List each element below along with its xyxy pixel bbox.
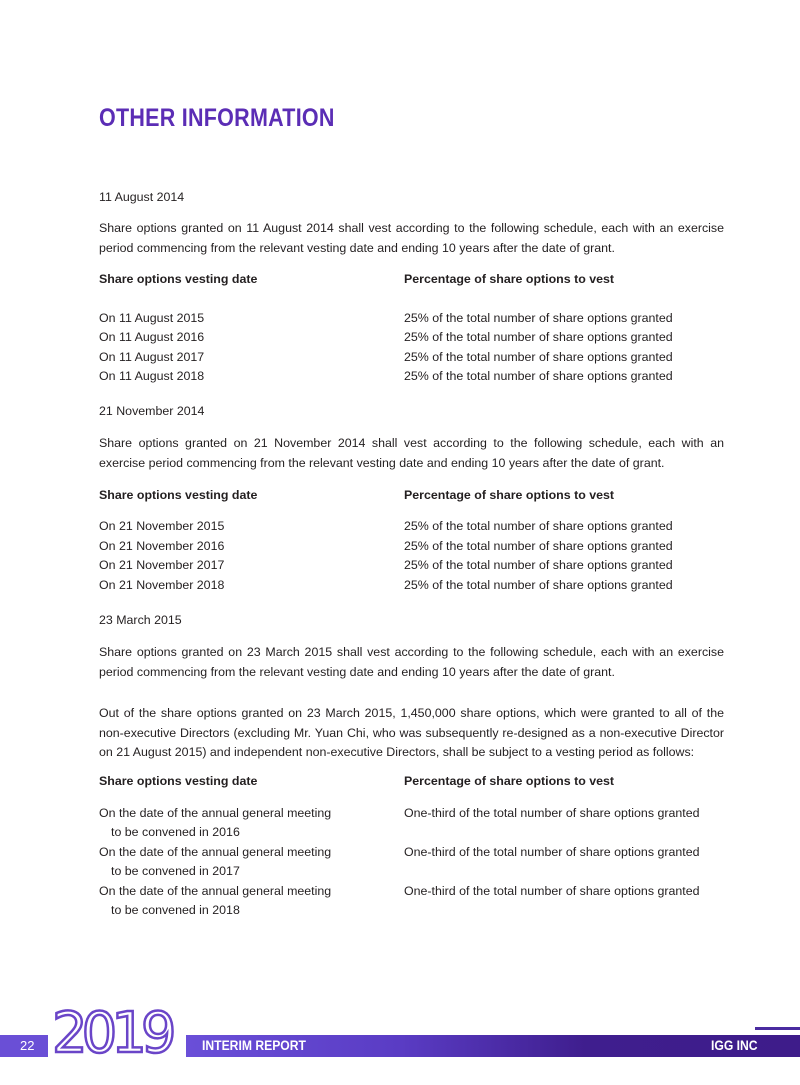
footer-accent-line bbox=[755, 1027, 800, 1030]
column-header-date: Share options vesting date bbox=[99, 488, 258, 502]
table-row-pct: 25% of the total number of share options granted bbox=[404, 311, 673, 325]
table-row-date: On 21 November 2017 bbox=[99, 558, 225, 572]
table-row-pct: One-third of the total number of share options granted bbox=[404, 806, 700, 820]
table-row-date: On 21 November 2018 bbox=[99, 578, 225, 592]
section-heading: 23 March 2015 bbox=[99, 613, 182, 627]
table-row-pct: 25% of the total number of share options granted bbox=[404, 330, 673, 344]
table-row-date: On the date of the annual general meeting bbox=[99, 884, 332, 898]
column-header-percentage: Percentage of share options to vest bbox=[404, 774, 615, 788]
table-row-pct: 25% of the total number of share options granted bbox=[404, 350, 673, 364]
table-row-date: On 21 November 2016 bbox=[99, 539, 225, 553]
page-number: 22 bbox=[20, 1038, 35, 1053]
table-row-pct: 25% of the total number of share options granted bbox=[404, 558, 673, 572]
table-row-date-cont: to be convened in 2017 bbox=[111, 864, 240, 878]
column-header-percentage: Percentage of share options to vest bbox=[404, 488, 615, 502]
table-row-date: On the date of the annual general meeting bbox=[99, 806, 332, 820]
section-paragraph-2: Out of the share options granted on 23 March 2015, 1,450,000 share options, which were granted to all of the non-executive Directors (excluding Mr. Yuan Chi, who was subsequently re-designed as a non-executive Director on 21 August 2015) and independent non-executive Directors, shall be subject to a vesting period as follows: bbox=[99, 706, 724, 760]
page-title: OTHER INFORMATION bbox=[99, 104, 335, 132]
table-row-pct: 25% of the total number of share options granted bbox=[404, 519, 673, 533]
column-header-date: Share options vesting date bbox=[99, 774, 258, 788]
table-row-pct: One-third of the total number of share options granted bbox=[404, 845, 700, 859]
section-heading: 21 November 2014 bbox=[99, 404, 205, 418]
table-row-pct: 25% of the total number of share options granted bbox=[404, 578, 673, 592]
section-paragraph: Share options granted on 23 March 2015 shall vest according to the following schedule, each with an exercise period commencing from the relevant vesting date and ending 10 years after the date of grant. bbox=[99, 645, 724, 679]
footer-company: IGG INC bbox=[711, 1038, 758, 1053]
table-row-pct: One-third of the total number of share options granted bbox=[404, 884, 700, 898]
column-header-percentage: Percentage of share options to vest bbox=[404, 272, 615, 286]
section-paragraph: Share options granted on 21 November 2014 shall vest according to the following schedule, each with an exercise period commencing from the relevant vesting date and ending 10 years after the date of grant. bbox=[99, 436, 724, 470]
table-row-date: On 11 August 2016 bbox=[99, 330, 205, 344]
table-row-pct: 25% of the total number of share options granted bbox=[404, 369, 673, 383]
section-paragraph: Share options granted on 11 August 2014 shall vest according to the following schedule, each with an exercise period commencing from the relevant vesting date and ending 10 years after the date of grant. bbox=[99, 221, 724, 255]
table-row-date: On 11 August 2015 bbox=[99, 311, 205, 325]
table-row-date: On 21 November 2015 bbox=[99, 519, 225, 533]
table-row-date: On 11 August 2017 bbox=[99, 350, 205, 364]
column-header-date: Share options vesting date bbox=[99, 272, 258, 286]
table-row-date: On 11 August 2018 bbox=[99, 369, 205, 383]
table-row-date-cont: to be convened in 2016 bbox=[111, 825, 240, 839]
footer-report-title: INTERIM REPORT bbox=[202, 1038, 306, 1053]
table-row-pct: 25% of the total number of share options granted bbox=[404, 539, 673, 553]
footer-year-logo: 2019 bbox=[52, 1001, 171, 1066]
table-row-date-cont: to be convened in 2018 bbox=[111, 903, 240, 917]
section-heading: 11 August 2014 bbox=[99, 190, 185, 204]
table-row-date: On the date of the annual general meeting bbox=[99, 845, 332, 859]
